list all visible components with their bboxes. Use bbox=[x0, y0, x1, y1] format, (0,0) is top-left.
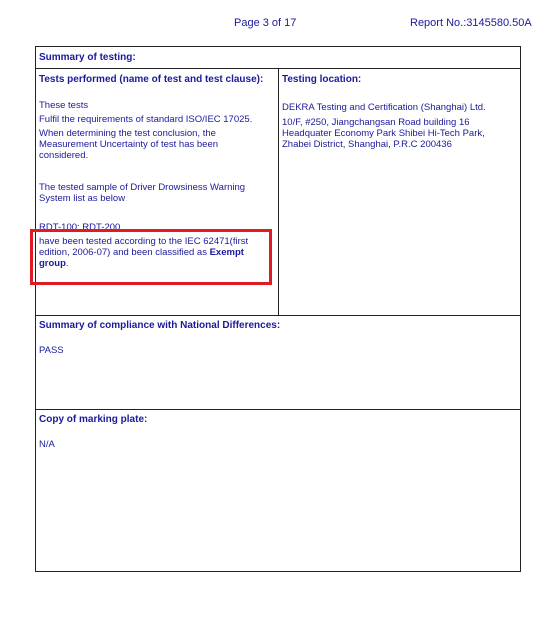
marking-row bbox=[36, 410, 520, 571]
tests-line-3: When determining the test conclusion, the Measurement Uncertainty of test has been considered. bbox=[39, 128, 219, 161]
testing-location-cell bbox=[279, 69, 520, 315]
report-number: Report No.:3145580.50A bbox=[410, 17, 532, 29]
marking-heading: Copy of marking plate: bbox=[39, 414, 148, 425]
location-heading: Testing location: bbox=[282, 74, 362, 85]
tests-heading: Tests performed (name of test and test clause): bbox=[39, 74, 264, 85]
test-result-text: have been tested according to the IEC 62471(first edition, 2006-07) and been classified as bbox=[39, 236, 249, 258]
compliance-value: PASS bbox=[39, 345, 64, 356]
red-highlight-box bbox=[30, 229, 272, 285]
compliance-row bbox=[36, 316, 520, 410]
compliance-heading: Summary of compliance with National Differences: bbox=[39, 320, 281, 331]
page-number: Page 3 of 17 bbox=[234, 17, 297, 29]
tests-line-4: The tested sample of Driver Drowsiness Warning System list as below bbox=[39, 182, 246, 204]
tests-line-1: These tests bbox=[39, 100, 89, 111]
test-result-suffix: . bbox=[65, 258, 69, 269]
tests-line-2: Fulfil the requirements of standard ISO/IEC 17025. bbox=[39, 114, 253, 125]
exempt-group-label: Exempt group bbox=[39, 247, 244, 269]
location-name: DEKRA Testing and Certification (Shanghai) Ltd. bbox=[282, 102, 486, 113]
summary-title: Summary of testing: bbox=[39, 52, 136, 63]
summary-row bbox=[36, 47, 520, 69]
marking-value: N/A bbox=[39, 439, 55, 450]
location-address: 10/F, #250, Jiangchangsan Road building 16 Headquater Economy Park Shibei Hi-Tech Park, Zhabei District, Shanghai, P.R.C 200436 bbox=[282, 117, 485, 150]
summary-table bbox=[35, 46, 521, 572]
tested-models: RDT-100; RDT-200 bbox=[39, 222, 121, 233]
